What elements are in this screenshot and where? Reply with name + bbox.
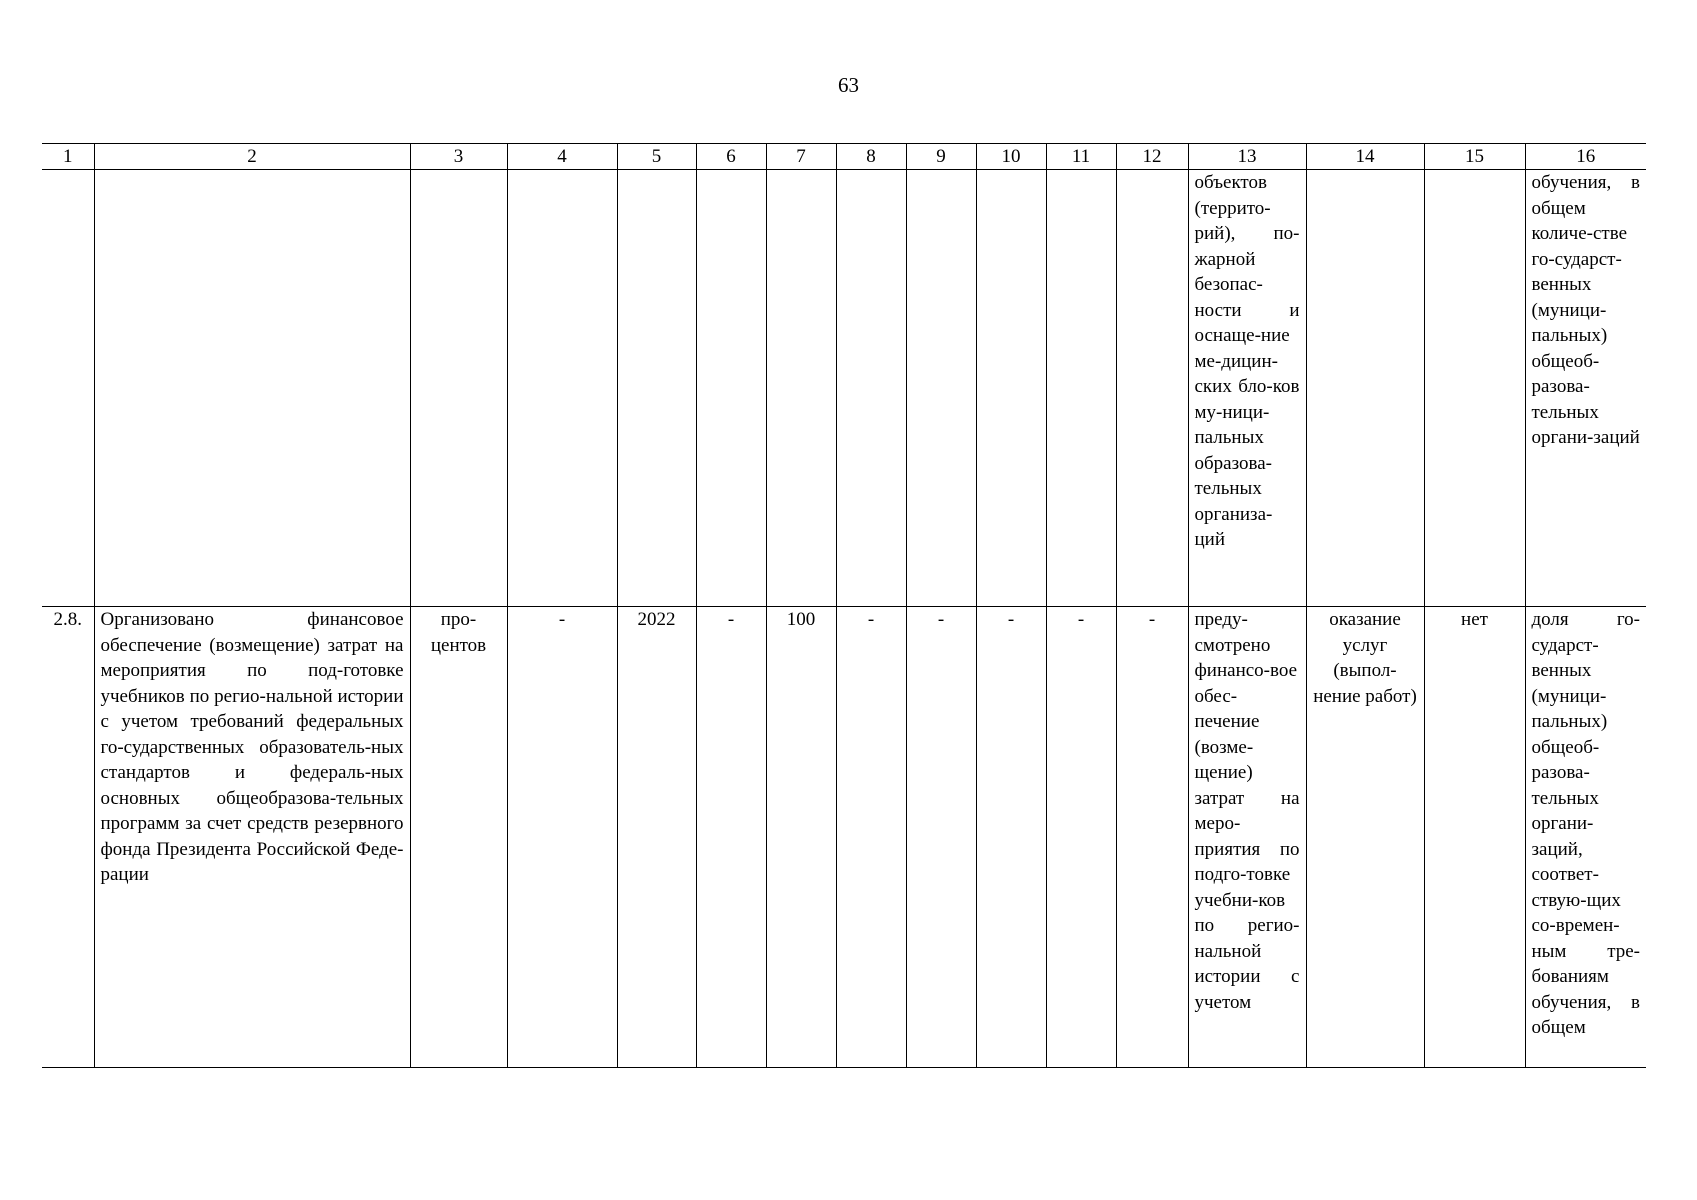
col-header-11: 11	[1046, 144, 1116, 170]
cell-col-13: объектов (террито-рий), по-жарной безопас-ности и оснаще-ние ме-дицин-ских бло-ков му-ници-пальных образова-тельных организа-ций	[1188, 170, 1306, 607]
cell-col-11: -	[1046, 607, 1116, 1068]
cell-col-16: обучения, в общем количе-стве го-сударст-венных (муници-пальных) общеоб-разова-тельных органи-заций	[1525, 170, 1646, 607]
cell-col-15: нет	[1424, 607, 1525, 1068]
table-row	[42, 607, 1646, 1068]
col-header-4: 4	[507, 144, 617, 170]
cell-col-7	[766, 170, 836, 607]
document-table	[42, 143, 1646, 1068]
cell-description: Организовано финансовое обеспечение (возмещение) затрат на мероприятия по под-готовке учебников по регио-нальной истории с учетом требований федеральных го-сударственных образователь-ных стандартов и федераль-ных основных общеобразова-тельных программ за счет средств резервного фонда Президента Российской Феде-рации	[94, 607, 410, 1068]
cell-col-12	[1116, 170, 1188, 607]
cell-col-13: преду-смотрено финансо-вое обес-печение (возме-щение) затрат на меро-приятия по подго-товке учебни-ков по регио-нальной истории с учетом	[1188, 607, 1306, 1068]
col-header-5: 5	[617, 144, 696, 170]
cell-col-10	[976, 170, 1046, 607]
col-header-6: 6	[696, 144, 766, 170]
page-number: 63	[838, 73, 859, 97]
cell-col-8: -	[836, 607, 906, 1068]
cell-year: 2022	[617, 607, 696, 1068]
cell-col-14	[1306, 170, 1424, 607]
header-row	[42, 144, 1646, 170]
col-header-10: 10	[976, 144, 1046, 170]
cell-col-4: -	[507, 607, 617, 1068]
cell-col-16: доля го-сударст-венных (муници-пальных) общеоб-разова-тельных органи-заций, соответ-ствую-щих со-времен-ным тре-бованиям обучения, в общем	[1525, 607, 1646, 1068]
cell-col-8	[836, 170, 906, 607]
col-header-16: 16	[1525, 144, 1646, 170]
cell-number	[42, 170, 94, 607]
col-header-14: 14	[1306, 144, 1424, 170]
col-header-15: 15	[1424, 144, 1525, 170]
cell-col-6: -	[696, 607, 766, 1068]
cell-col-4	[507, 170, 617, 607]
col-header-7: 7	[766, 144, 836, 170]
col-header-9: 9	[906, 144, 976, 170]
cell-col-9: -	[906, 607, 976, 1068]
col-header-1: 1	[42, 144, 94, 170]
cell-col-14: оказание услуг (выпол-нение работ)	[1306, 607, 1424, 1068]
cell-number: 2.8.	[42, 607, 94, 1068]
cell-col-7: 100	[766, 607, 836, 1068]
cell-col-6	[696, 170, 766, 607]
cell-year	[617, 170, 696, 607]
cell-col-10: -	[976, 607, 1046, 1068]
col-header-3: 3	[410, 144, 507, 170]
cell-col-9	[906, 170, 976, 607]
col-header-12: 12	[1116, 144, 1188, 170]
col-header-8: 8	[836, 144, 906, 170]
col-header-13: 13	[1188, 144, 1306, 170]
cell-col-12: -	[1116, 607, 1188, 1068]
col-header-2: 2	[94, 144, 410, 170]
table-row	[42, 170, 1646, 607]
cell-col-15	[1424, 170, 1525, 607]
cell-unit	[410, 170, 507, 607]
cell-col-11	[1046, 170, 1116, 607]
cell-unit: про-центов	[410, 607, 507, 1068]
cell-description	[94, 170, 410, 607]
